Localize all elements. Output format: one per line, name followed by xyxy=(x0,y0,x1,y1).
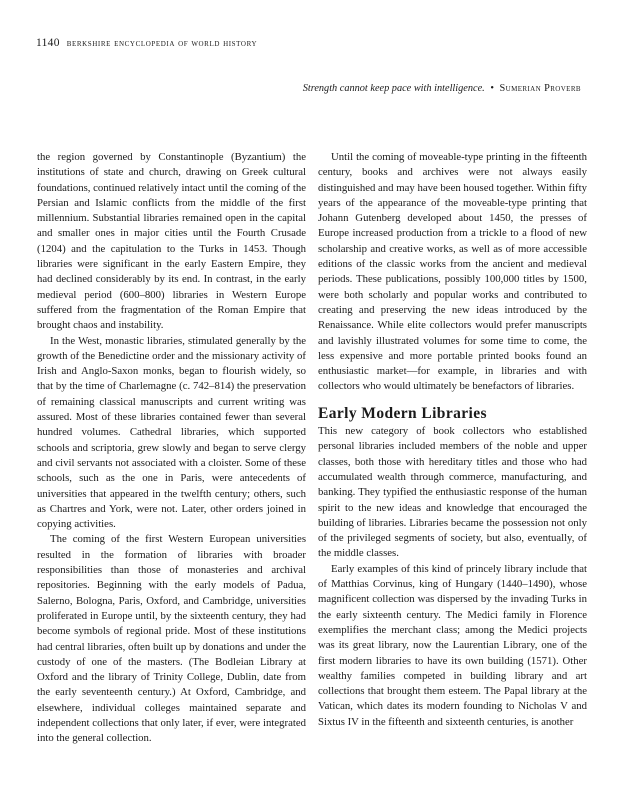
epigraph xyxy=(303,83,581,94)
page-number: 1140 xyxy=(36,37,60,49)
left-column xyxy=(37,150,306,747)
epigraph-attribution: Sumerian Proverb xyxy=(499,83,581,94)
epigraph-separator: • xyxy=(490,83,494,94)
right-column xyxy=(318,150,587,730)
running-head xyxy=(36,37,257,49)
body-paragraph: In the West, monastic libraries, stimulated generally by the growth of the Benedictine order and the missionary activity of Irish and Anglo-Saxon monks, began to flourish widely, so that by the time of Charlemagne (c. 742–814) the preservation of remaining classical manuscripts and current writing was assured. Most of these libraries contained fewer than several hundred volumes. Cathedral libraries, which supported schools and scriptoria, grew slowly and began to serve clergy and civil servants not associated with a cloister. Some of these schools, such as the one in Paris, were antecedents of universities that appeared in the twelfth century; others, such as Chartres and York, were not. Later, other orders joined in copying activities. xyxy=(37,334,306,531)
body-paragraph: The coming of the first Western European universities resulted in the formation of libraries with broader responsibilities than those of monasteries and archival repositories. Beginning with the early models of Padua, Salerno, Bologna, Paris, Oxford, and Cambridge, universities proliferated in Europe until, by the sixteenth century, they had become symbols of regional pride. Most of these institutions had central libraries, often built up by donations and under the custody of one of the masters. (The Bodleian Library at Oxford and the library of Trinity College, Dublin, date from the early seventeenth century.) At Oxford, Cambridge, and elsewhere, individual colleges maintained separate and independent collections that only later, if ever, were integrated into the general collection. xyxy=(37,533,306,745)
body-paragraph: This new category of book collectors who established personal libraries included members of the noble and upper classes, both those with hereditary titles and those who had accumulated wealth through commerce, manufacturing, and banking. They typified the enthusiastic response of the human spirit to the new ideas and knowledge that encouraged the building of libraries. Libraries became the possession not only of the privileged segments of society, but also, eventually, of the middle classes. xyxy=(318,425,587,560)
running-title: berkshire encyclopedia of world history xyxy=(66,38,258,49)
body-paragraph: Until the coming of moveable-type printing in the fifteenth century, books and archives were not always easily distinguished and may have been housed together. Within fifty years of the appearance of the moveable-type printing that Johann Gutenberg developed about 1450, the presses of Europe increased production from a trickle to a flood of new scholarship and creative works, as well as of more accessible editions of the classic works from the ancient and medieval periods. These publications, possibly 100,000 titles by 1500, were both scholarly and popular works and contributed to creating and preserving the new ideas introduced by the Renaissance. While elite collectors would prefer manuscripts and lavishly illustrated volumes for some time to come, the less expensive and more portable printed books found an enthusiastic market—for example, in libraries and with collectors who would ultimately be benefactors of libraries. xyxy=(318,151,587,393)
section-heading: Early Modern Libraries xyxy=(318,404,487,422)
body-paragraph: Early examples of this kind of princely library include that of Matthias Corvinus, king of Hungary (1440–1490), whose magnificent collection was dispersed by the invading Turks in the early sixteenth century. The Medici family in Florence exemplifies the merchant class; among the Medici projects was its great library, now the Laurentian Library, one of the first modern libraries to have its own building (1571). Other wealthy families competed in building library and art collections that brought them esteem. The Papal library at the Vatican, which dates its modern founding to Nicholas V and Sixtus IV in the fifteenth and sixteenth centuries, is another xyxy=(318,562,587,728)
epigraph-text: Strength cannot keep pace with intelligence. xyxy=(302,83,485,94)
body-paragraph: the region governed by Constantinople (Byzantium) the institutions of state and church, drawing on Greek cultural foundations, continued relatively intact until the coming of the Persian and Islamic conflicts from the middle of the first millennium. Substantial libraries remained open in the capital and smaller ones in major cities until the Fourth Crusade (1204) and the capitulation to the Turks in 1453. Though libraries were significant in the early Eastern Empire, they had declined considerably by its end. In contrast, in the early medieval period (600–800) libraries in Western Europe suffered from the fragmentation of the Roman Empire that brought chaos and instability. xyxy=(37,151,306,332)
